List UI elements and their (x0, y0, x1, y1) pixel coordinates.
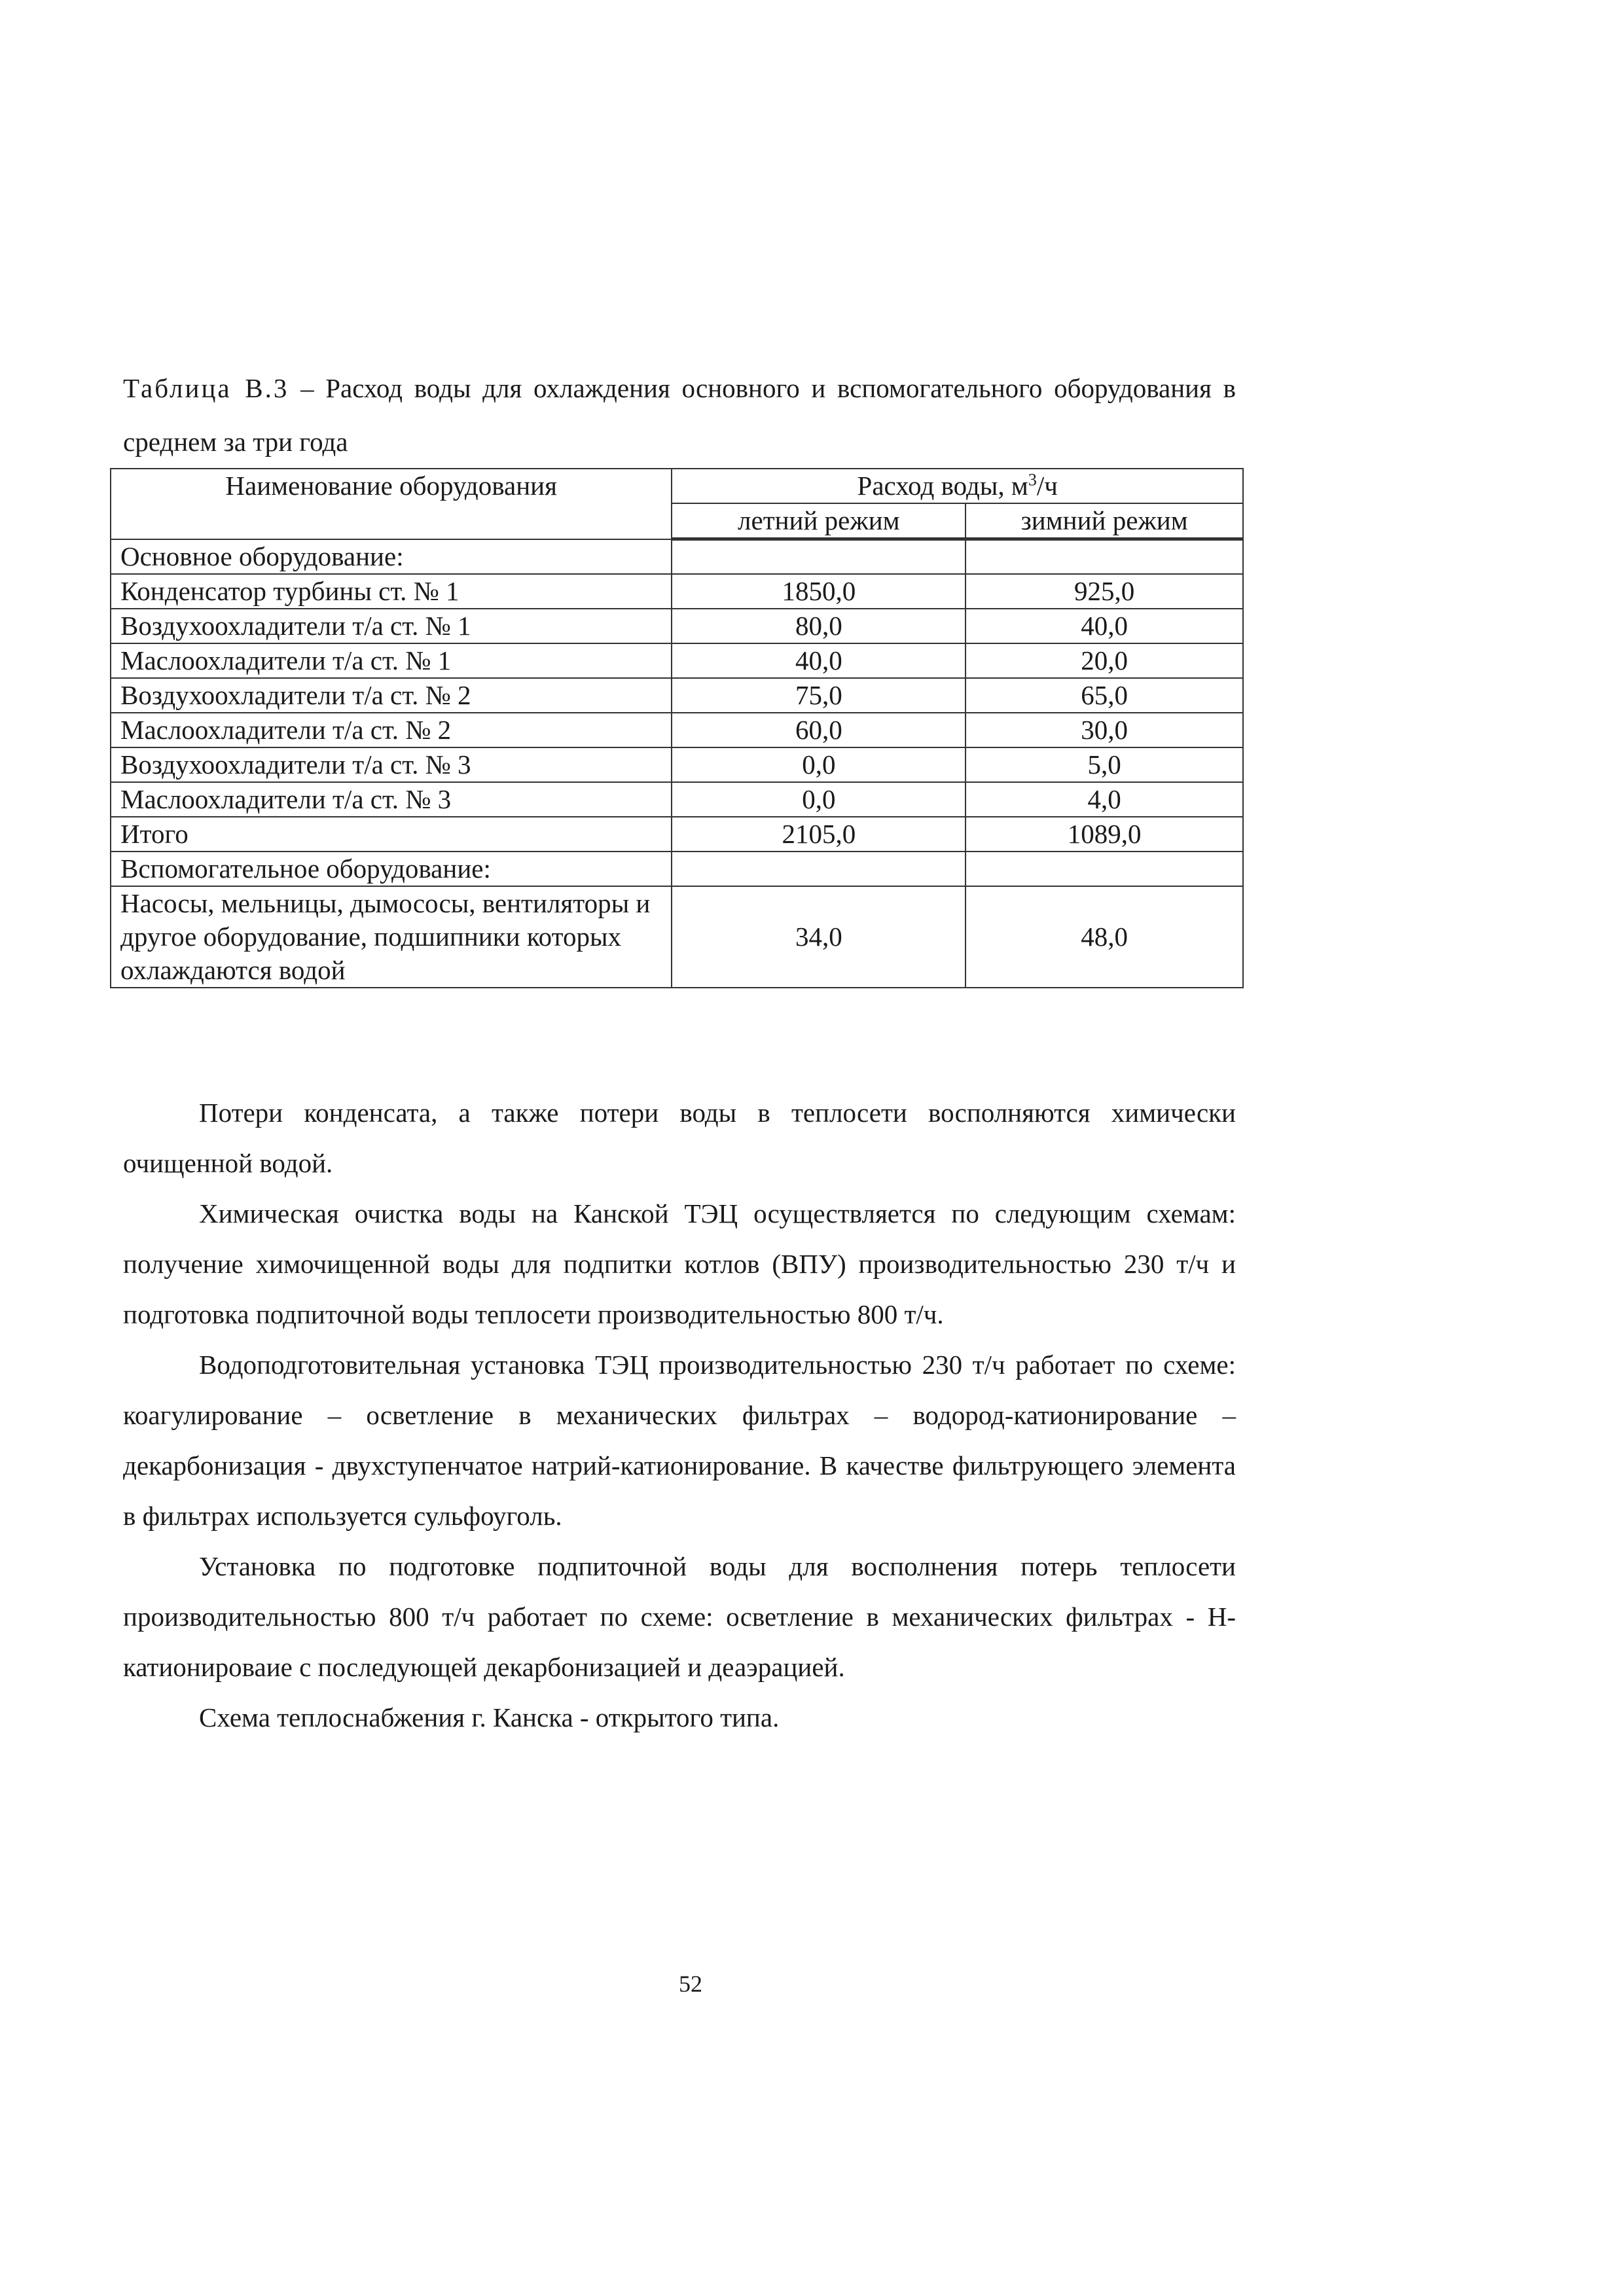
cell-equipment-name: Маслоохладители т/а ст. № 2 (111, 713, 672, 747)
cell-equipment-name: Итого (111, 817, 672, 852)
header-flow-superscript: 3 (1028, 470, 1037, 490)
table-body (111, 539, 1243, 988)
page-number: 52 (679, 1971, 702, 1997)
cell-summer-value: 80,0 (672, 609, 965, 643)
paragraph: Химическая очистка воды на Канской ТЭЦ осуществляется по следующим схемам: получение химочищенной воды для подпитки котлов (ВПУ) производительностью 230 т/ч и подготовка подпиточной воды теплосети производительностью 800 т/ч. (123, 1198, 1236, 1329)
header-equipment-name: Наименование оборудования (111, 469, 672, 539)
cell-winter-value (965, 852, 1243, 886)
paragraph: Схема теплоснабжения г. Канска - открытого типа. (199, 1702, 780, 1732)
table-caption (123, 361, 1236, 469)
cell-summer-value (672, 539, 965, 574)
table-row (111, 678, 1243, 713)
cell-equipment-name: Основное оборудование: (111, 539, 672, 574)
cell-summer-value: 2105,0 (672, 817, 965, 852)
table-row (111, 574, 1243, 609)
cell-winter-value: 5,0 (965, 747, 1243, 782)
cell-winter-value: 1089,0 (965, 817, 1243, 852)
cell-equipment-name: Насосы, мельницы, дымососы, вентиляторы и другое оборудование, подшипники которых охлаждаются водой (111, 886, 672, 988)
table-caption-text: – Расход воды для охлаждения основного и вспомогательного оборудования в среднем за три года (123, 373, 1236, 457)
cell-winter-value (965, 539, 1243, 574)
cell-equipment-name: Маслоохладители т/а ст. № 1 (111, 643, 672, 678)
cell-winter-value: 4,0 (965, 782, 1243, 817)
cell-summer-value: 0,0 (672, 747, 965, 782)
cell-winter-value: 48,0 (965, 886, 1243, 988)
body-text (123, 1088, 1236, 1743)
cell-winter-value: 30,0 (965, 713, 1243, 747)
cell-summer-value: 40,0 (672, 643, 965, 678)
cell-winter-value: 20,0 (965, 643, 1243, 678)
table-row (111, 713, 1243, 747)
table-row (111, 643, 1243, 678)
table-row (111, 747, 1243, 782)
paragraph: Водоподготовительная установка ТЭЦ производительностью 230 т/ч работает по схеме: коагулирование – осветление в механических фильтрах – водород-катионирование – декарбонизация - двухступенчатое натрий-катионирование. В качестве фильтрующего элемента в фильтрах используется сульфоуголь. (123, 1350, 1236, 1531)
table-row (111, 609, 1243, 643)
cell-equipment-name: Воздухоохладители т/а ст. № 1 (111, 609, 672, 643)
cell-equipment-name: Конденсатор турбины ст. № 1 (111, 574, 672, 609)
paragraph: Потери конденсата, а также потери воды в теплосети восполняются химически очищенной водой. (123, 1098, 1236, 1178)
table-row (111, 817, 1243, 852)
header-summer-mode: летний режим (672, 503, 965, 539)
header-water-flow: Расход воды, $м^3/ч$ (672, 469, 1243, 503)
cell-equipment-name: Маслоохладители т/а ст. № 3 (111, 782, 672, 817)
cell-equipment-name: Вспомогательное оборудование: (111, 852, 672, 886)
water-consumption-table (110, 468, 1244, 988)
table-caption-label: Таблица В.3 (123, 373, 289, 403)
cell-winter-value: 65,0 (965, 678, 1243, 713)
table-row (111, 539, 1243, 574)
cell-summer-value (672, 852, 965, 886)
table-row (111, 782, 1243, 817)
cell-summer-value: 1850,0 (672, 574, 965, 609)
header-winter-mode: зимний режим (965, 503, 1243, 539)
cell-summer-value: 75,0 (672, 678, 965, 713)
cell-equipment-name: Воздухоохладители т/а ст. № 3 (111, 747, 672, 782)
cell-summer-value: 60,0 (672, 713, 965, 747)
cell-winter-value: 40,0 (965, 609, 1243, 643)
cell-equipment-name: Воздухоохладители т/а ст. № 2 (111, 678, 672, 713)
table-row (111, 852, 1243, 886)
table-row (111, 886, 1243, 988)
cell-summer-value: 34,0 (672, 886, 965, 988)
table-header-row (111, 469, 1243, 503)
cell-summer-value: 0,0 (672, 782, 965, 817)
cell-winter-value: 925,0 (965, 574, 1243, 609)
paragraph: Установка по подготовке подпиточной воды для восполнения потерь теплосети производительностью 800 т/ч работает по схеме: осветление в механических фильтрах - Н-катионироваие с последующей декарбонизацией и деаэрацией. (123, 1551, 1236, 1682)
